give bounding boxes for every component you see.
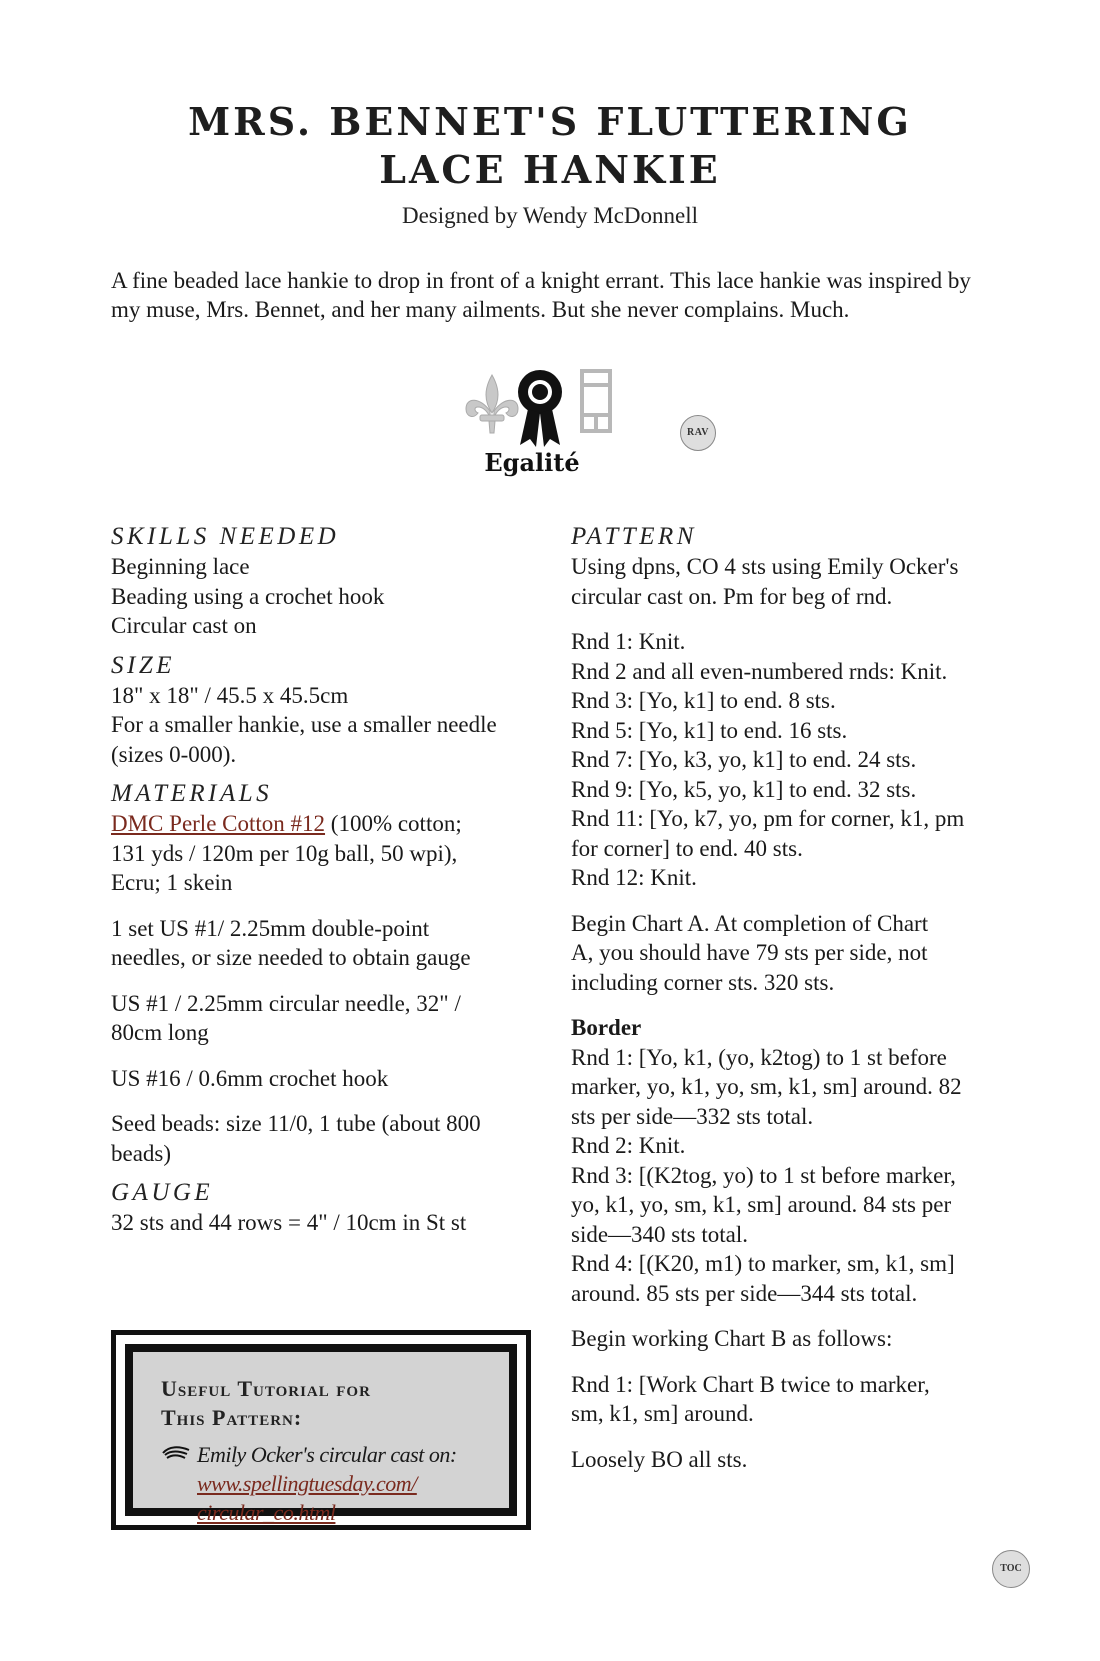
size-heading: SIZE bbox=[111, 651, 175, 679]
skills-item: Beginning lace bbox=[111, 554, 250, 579]
round-line: Rnd 9: [Yo, k5, yo, k1] to end. 32 sts. bbox=[571, 776, 917, 802]
gauge-line: 32 sts and 44 rows = 4" / 10cm in St st bbox=[111, 1210, 467, 1235]
guillotine-icon bbox=[582, 371, 610, 431]
chart-a-line: Begin Chart A. At completion of Chart bbox=[571, 910, 929, 936]
intro-paragraph: A fine beaded lace hankie to drop in front of a knight errant. This lace hankie was inspired by my muse, Mrs. Bennet, and her many ailments. But she never complains. Much. bbox=[111, 268, 971, 322]
right-column bbox=[571, 522, 1001, 1474]
tutorial-box bbox=[111, 1330, 531, 1530]
materials-line: 131 yds / 120m per 10g ball, 50 wpi), bbox=[111, 840, 458, 866]
materials-heading: MATERIALS bbox=[111, 780, 273, 807]
gauge-heading: GAUGE bbox=[111, 1179, 214, 1206]
round-line: Rnd 12: Knit. bbox=[571, 865, 697, 890]
swirl-bullet-icon bbox=[161, 1440, 197, 1527]
border-line: side—340 sts total. bbox=[571, 1221, 748, 1247]
fleur-de-lis-icon bbox=[466, 375, 518, 433]
skills-heading: SKILLS NEEDED bbox=[111, 523, 340, 550]
title-line-2: LACE HANKIE bbox=[379, 147, 721, 192]
title-line-1: MRS. BENNET'S FLUTTERING bbox=[188, 99, 912, 144]
border-line: Rnd 4: [(K20, m1) to marker, sm, k1, sm] bbox=[571, 1251, 955, 1276]
border-line: Rnd 2: Knit. bbox=[571, 1133, 686, 1158]
tutorial-item bbox=[161, 1440, 489, 1527]
chart-b-intro: Begin working Chart B as follows: bbox=[571, 1326, 893, 1351]
border-line: around. 85 sts per side—344 sts total. bbox=[571, 1280, 918, 1306]
tutorial-link-line-1[interactable]: www.spellingtuesday.com/ bbox=[197, 1471, 417, 1496]
chart-a-line: A, you should have 79 sts per side, not bbox=[571, 940, 928, 965]
needles-dpn: 1 set US #1/ 2.25mm double-point bbox=[111, 915, 430, 941]
tutorial-item-text: Emily Ocker's circular cast on: bbox=[197, 1442, 457, 1467]
rav-badge-button[interactable]: RAV bbox=[680, 415, 716, 451]
materials-line: Ecru; 1 skein bbox=[111, 870, 233, 895]
border-line: marker, yo, k1, yo, sm, k1, sm] around. 82 bbox=[571, 1074, 962, 1099]
page-title bbox=[0, 98, 1100, 194]
pattern-heading: PATTERN bbox=[571, 523, 697, 550]
designer-credit: Designed by Wendy McDonnell bbox=[401, 203, 699, 228]
tutorial-heading-2: This Pattern: bbox=[161, 1405, 303, 1430]
ribbon-rosette-icon bbox=[518, 370, 562, 447]
border-line: sts per side—332 sts total. bbox=[571, 1103, 814, 1129]
round-line: Rnd 1: Knit. bbox=[571, 629, 686, 654]
skills-item: Circular cast on bbox=[111, 613, 257, 638]
tutorial-heading-1: Useful Tutorial for bbox=[161, 1376, 371, 1401]
size-line: 18" x 18" / 45.5 x 45.5cm bbox=[111, 682, 349, 708]
size-line: (sizes 0-000). bbox=[111, 741, 237, 767]
chart-b-round: Rnd 1: [Work Chart B twice to marker, bbox=[571, 1371, 930, 1397]
border-heading: Border bbox=[571, 1015, 642, 1040]
materials-yarn bbox=[111, 809, 531, 839]
round-line: Rnd 5: [Yo, k1] to end. 16 sts. bbox=[571, 717, 848, 743]
skills-item: Beading using a crochet hook bbox=[111, 583, 385, 609]
egalite-caption: Egalité bbox=[484, 448, 580, 477]
needles-dpn: needles, or size needed to obtain gauge bbox=[111, 945, 471, 970]
toc-badge-button[interactable]: TOC bbox=[992, 1550, 1030, 1588]
border-line: yo, k1, yo, sm, k1, sm] around. 84 sts per bbox=[571, 1192, 952, 1217]
seed-beads: beads) bbox=[111, 1140, 172, 1166]
needles-circular: US #1 / 2.25mm circular needle, 32" / bbox=[111, 990, 461, 1016]
round-line: Rnd 7: [Yo, k3, yo, k1] to end. 24 sts. bbox=[571, 747, 917, 772]
border-line: Rnd 1: [Yo, k1, (yo, k2tog) to 1 st before bbox=[571, 1044, 947, 1070]
bind-off-line: Loosely BO all sts. bbox=[571, 1446, 748, 1472]
chart-a-line: including corner sts. 320 sts. bbox=[571, 969, 835, 995]
round-line: Rnd 11: [Yo, k7, yo, pm for corner, k1, pm bbox=[571, 806, 965, 831]
border-line: Rnd 3: [(K2tog, yo) to 1 st before marker, bbox=[571, 1162, 956, 1188]
needles-circular: 80cm long bbox=[111, 1020, 209, 1045]
tutorial-box-inner bbox=[125, 1344, 517, 1525]
round-line: for corner] to end. 40 sts. bbox=[571, 835, 803, 861]
pattern-intro: Using dpns, CO 4 sts using Emily Ocker's bbox=[571, 554, 959, 579]
yarn-link[interactable]: DMC Perle Cotton #12 bbox=[111, 811, 326, 836]
round-line: Rnd 2 and all even-numbered rnds: Knit. bbox=[571, 658, 948, 684]
seed-beads: Seed beads: size 11/0, 1 tube (about 800 bbox=[111, 1111, 481, 1136]
tutorial-link-line-2[interactable]: circular_co.html bbox=[197, 1500, 336, 1525]
left-column bbox=[111, 522, 531, 1238]
size-line: For a smaller hankie, use a smaller needle bbox=[111, 712, 497, 737]
round-line: Rnd 3: [Yo, k1] to end. 8 sts. bbox=[571, 688, 836, 713]
chart-b-round: sm, k1, sm] around. bbox=[571, 1401, 754, 1426]
crochet-hook: US #16 / 0.6mm crochet hook bbox=[111, 1065, 389, 1091]
yarn-detail: (100% cotton; bbox=[325, 811, 462, 836]
pattern-intro: circular cast on. Pm for beg of rnd. bbox=[571, 583, 893, 609]
